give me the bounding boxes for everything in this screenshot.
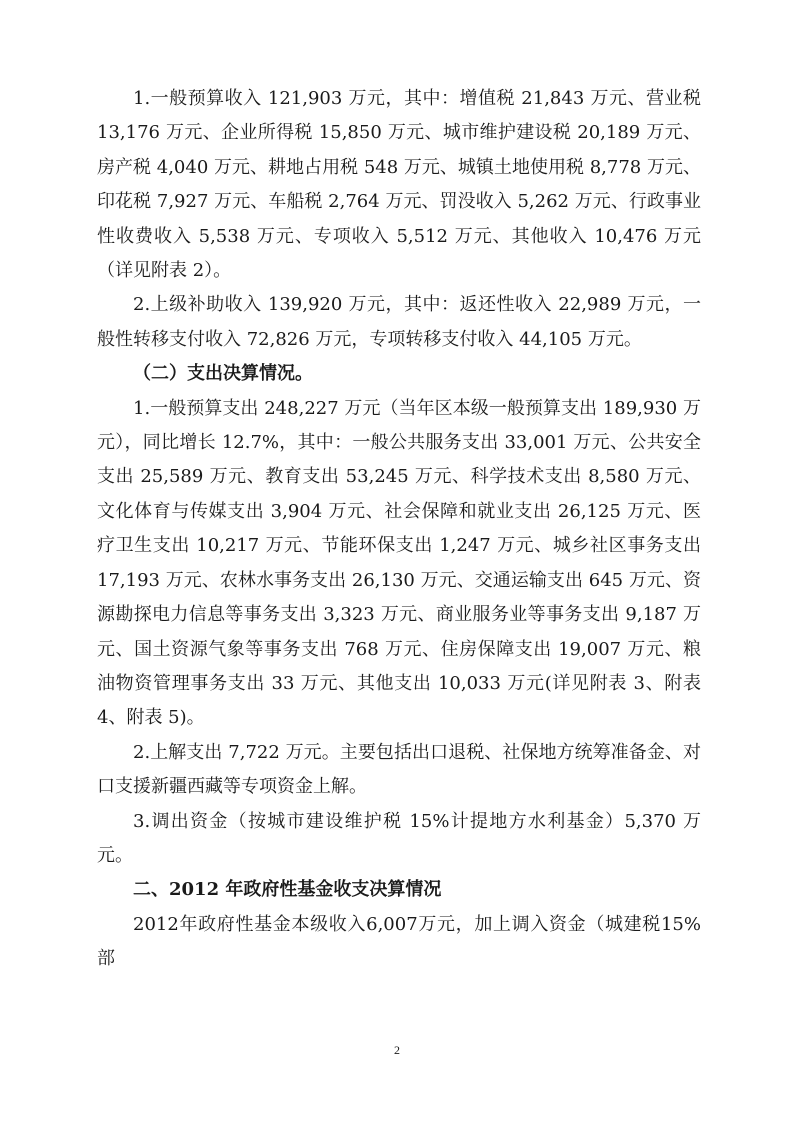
body-text bbox=[97, 82, 701, 977]
paragraph-transfer-out: 3.调出资金（按城市建设维护税 15%计提地方水利基金）5,370 万元。 bbox=[97, 810, 701, 866]
paragraph-remittance: 2.上解支出 7,722 万元。主要包括出口退税、社保地方统筹准备金、对口支援新疆西藏等专项资金上解。 bbox=[97, 741, 701, 798]
paragraph-superior-subsidy: 2.上级补助收入 139,920 万元，其中：返还性收入 22,989 万元，一般性转移支付收入 72,826 万元，专项转移支付收入 44,105 万元。 bbox=[97, 294, 701, 350]
section-heading-government-fund: 二、2012 年政府性基金收支决算情况 bbox=[133, 879, 442, 901]
page-number: 2 bbox=[394, 1043, 400, 1057]
paragraph-budget-expenditure: 1.一般预算支出 248,227 万元（当年区本级一般预算支出 189,930 万元），同比增长 12.7%，其中：一般公共服务支出 33,001 万元、公共安全支出 25,589 万元、教育支出 53,245 万元、科学技术支出 8,580 万元、文化体育与传媒支出 3,904 万元、社会保障和就业支出 26,125 万元、医疗卫生支出 10,217 万元、节能环保支出 1,247 万元、城乡社区事务支出 17,193 万元、农林水事务支出 26,130 万元、交通运输支出 645 万元、资源勘探电力信息等事务支出 3,323 万元、商业服务业等事务支出 9,187 万元、国土资源气象等事务支出 768 万元、住房保障支出 19,007 万元、粮油物资管理事务支出 33 万元、其他支出 10,033 万元(详见附表 3、附表 4、附表 5)。 bbox=[97, 397, 701, 729]
paragraph-budget-revenue: 1.一般预算收入 121,903 万元，其中：增值税 21,843 万元、营业税 13,176 万元、企业所得税 15,850 万元、城市维护建设税 20,189 万元、房产税 4,040 万元、耕地占用税 548 万元、城镇土地使用税 8,778 万元、印花税 7,927 万元、车船税 2,764 万元、罚没收入 5,262 万元、行政事业性收费收入 5,538 万元、专项收入 5,512 万元、其他收入 10,476 万元（详见附表 2）。 bbox=[97, 88, 701, 282]
paragraph-fund-revenue: 2012年政府性基金本级收入6,007万元，加上调入资金（城建税15%部 bbox=[97, 913, 701, 970]
section-heading-expenditure: （二）支出决算情况。 bbox=[133, 363, 313, 385]
